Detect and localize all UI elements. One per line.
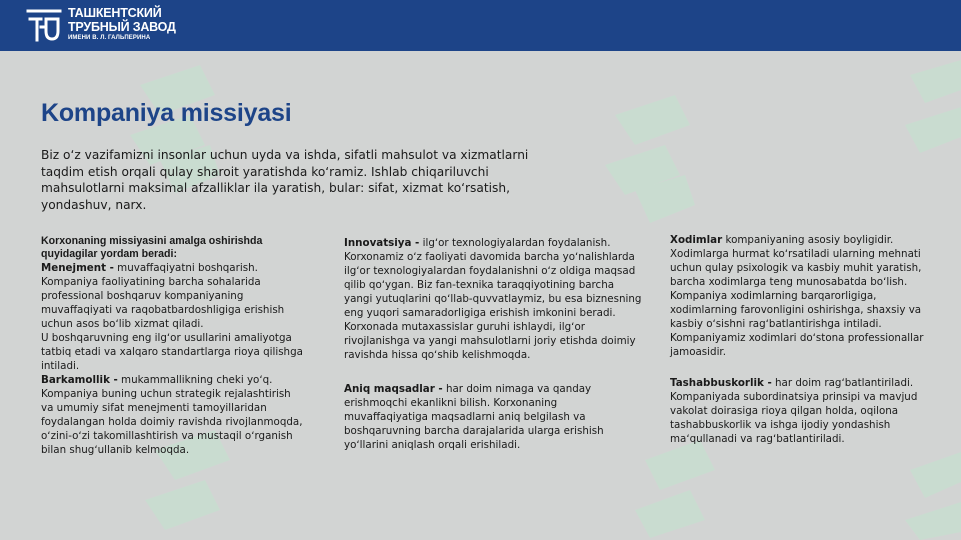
column-heading: Korxonaning missiyasini amalga oshirishda quyidagilar yordam beradi: — [41, 235, 263, 261]
staff-label: Xodimlar — [670, 234, 723, 246]
column-right — [670, 233, 932, 446]
goals-label: Aniq maqsadlar - — [344, 383, 443, 395]
column-middle — [344, 236, 642, 452]
mission-intro: Biz oʻz vazifamizni insonlar uchun uyda va ishda, sifatli mahsulot va xizmatlarni taqdim etish orqali qulay sharoit yaratishda koʻramiz. Ishlab chiqariluvchi mahsulotlarni maksimal afzalliklar ila yaratish, bular: sifat, xizmat koʻrsatish, yondashuv, narx. — [41, 148, 529, 213]
tts-logo-watermark-icon — [900, 55, 961, 165]
excellence-paragraph — [41, 373, 303, 457]
goals-text: har doim nimaga va qanday erishmoqchi ekanlikni bilish. Korxonaning muvaffaqiyatiga maqsadlarni aniq belgilash va boshqaruvning barcha darajalarida ularga erishish yoʻllarini aniqlash orqali erishiladi. — [344, 383, 604, 451]
management-text: muvaffaqiyatni boshqarish. — [113, 262, 258, 275]
tts-logo-watermark-icon — [595, 95, 715, 225]
header-bar — [0, 0, 961, 51]
goals-paragraph — [344, 382, 642, 452]
innovation-text: ilgʻor texnologiyalardan foydalanish. Korxonamiz oʻz faoliyati davomida barcha yoʻnalishlarda ilgʻor texnologiyalardan foydalanishni oʻz oldiga maqsad qilib qoʻygan. Biz fan-texnika taraqqiyotining barcha yangi yutuqlarini qoʻllab-quvvatlaymiz, bu esa biznesning eng yuqori samaradorligiga erishish imkonini beradi. Korxonada mutaxassislar guruhi ishlaydi, ilgʻor rivojlanishga va yangi mahsulotlarni joriy etishda doimiy ravishda hissa qoʻshib kelishmoqda. — [344, 237, 642, 361]
innovation-paragraph — [344, 236, 642, 362]
management-label: Menejment - — [41, 262, 114, 275]
brand-line-3: ИМЕНИ В. Л. ГАЛЬПЕРИНА — [68, 35, 151, 41]
management-paragraph — [41, 261, 303, 275]
pipe-plant-logo-icon — [26, 7, 62, 43]
column-left — [41, 235, 303, 457]
company-brand — [68, 7, 176, 41]
management-paragraph-3: U boshqaruvning eng ilgʻor usullarini amaliyotga tatbiq etadi va xalqaro standartlarga rioya qilishga intiladi. — [41, 332, 303, 373]
initiative-paragraph — [670, 376, 932, 446]
staff-text: kompaniyaning asosiy boyligidir. Xodimlarga hurmat koʻrsatiladi ularning mehnati uchun qulay psixologik va kasbiy muhit yaratish, barcha xodimlarga teng munosabatda boʻlish. Kompaniya xodimlarning barqarorligiga, xodimlarning farovonligini oshirishga, shaxsiy va kasbiy oʻsishni ragʻbatlantirishga intiladi. Kompaniyamiz xodimlari doʻstona professionallar jamoasidir. — [670, 234, 924, 358]
excellence-text: mukammallikning cheki yoʻq. Kompaniya buning uchun strategik rejalashtirish va umumiy sifat menejmenti tamoyillaridan foydalangan holda doimiy ravishda rivojlanmoqda, oʻzini-oʻzi takomillashtirish va mustaqil oʻrganish bilan shugʻullanib kelmoqda. — [41, 374, 303, 457]
initiative-text: har doim ragʻbatlantiriladi. Kompaniyada subordinatsiya prinsipi va mavjud vakolat doirasiga rioya qilgan holda, oqilona tashabbuskorlik va ishga ijodiy yondashish maʻqullanadi va ragʻbatlantiriladi. — [670, 377, 918, 445]
innovation-label: Innovatsiya - — [344, 237, 420, 249]
page-title: Kompaniya missiyasi — [41, 99, 292, 127]
initiative-label: Tashabbuskorlik - — [670, 377, 772, 389]
excellence-label: Barkamollik - — [41, 374, 118, 387]
brand-line-2: ТРУБНЫЙ ЗАВОД — [68, 19, 176, 34]
management-paragraph-2: Kompaniya faoliyatining barcha sohalarida professional boshqaruv kompaniyaning muvaffaqiyati va raqobatbardoshligiga erishish uchun asos boʻlib xizmat qiladi. — [41, 276, 285, 331]
staff-paragraph — [670, 233, 932, 359]
brand-line-1: ТАШКЕНТСКИЙ — [68, 6, 162, 20]
tts-logo-watermark-icon — [900, 440, 961, 540]
